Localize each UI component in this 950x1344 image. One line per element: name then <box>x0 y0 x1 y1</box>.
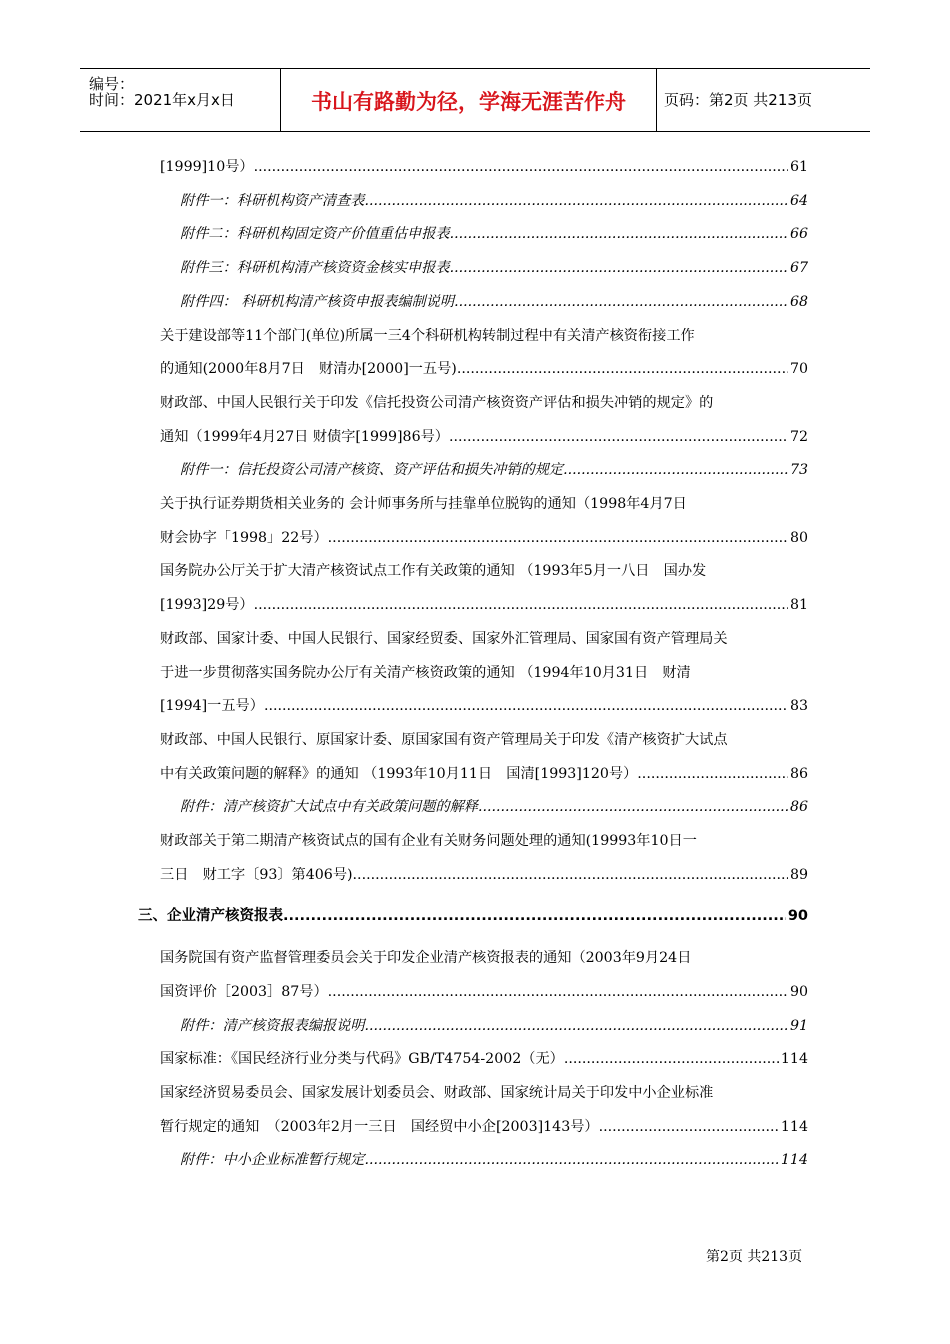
toc-page-number: 89 <box>789 866 808 883</box>
toc-dot-leader <box>563 455 788 485</box>
toc-entry-title: [1999]10号） <box>160 159 254 175</box>
toc-entry[interactable] <box>160 388 808 418</box>
document-number-label: 编号： <box>89 75 135 93</box>
toc-entry[interactable] <box>160 826 808 856</box>
toc-page-number: 114 <box>780 1152 808 1169</box>
toc-entry[interactable] <box>160 624 808 654</box>
toc-entry-title: 财政部、中国人民银行关于印发《信托投资公司清产核资资产评估和损失冲销的规定》的 <box>160 394 714 411</box>
toc-entry[interactable] <box>160 860 808 890</box>
toc-page-number: 61 <box>789 159 808 175</box>
toc-entry-title: 国家经济贸易委员会、国家发展计划委员会、财政部、国家统计局关于印发中小企业标准 <box>160 1084 714 1101</box>
toc-entry[interactable] <box>160 691 808 721</box>
toc-entry[interactable] <box>160 152 808 182</box>
toc-entry-title: 财政部、国家计委、中国人民银行、国家经贸委、国家外汇管理局、国家国有资产管理局关 <box>160 630 728 647</box>
toc-page-number: 81 <box>789 597 808 614</box>
toc-entry-title: 附件四： 科研机构清产核资申报表编制说明 <box>180 293 455 310</box>
toc-dot-leader <box>564 1044 779 1074</box>
toc-dot-leader <box>364 1145 778 1175</box>
toc-entry-title: 于进一步贯彻落实国务院办公厅有关清产核资政策的通知 （1994年10月31日 财清 <box>160 664 691 681</box>
toc-attachment-entry[interactable] <box>180 1145 808 1175</box>
page-footer-number: 第2页 共213页 <box>706 1249 803 1265</box>
header-page-number: 页码：第2页 共213页 <box>664 91 812 109</box>
toc-entry-title: 关于执行证券期货相关业务的 会计师事务所与挂靠单位脱钩的通知（1998年4月7日 <box>160 496 687 512</box>
toc-page-number: 91 <box>789 1017 808 1034</box>
toc-entry-title: [1994]一五号） <box>160 698 264 715</box>
document-time-label: 时间：2021年x月x日 <box>89 91 235 109</box>
toc-attachment-entry[interactable] <box>180 287 808 317</box>
toc-entry-title: 附件：清产核资扩大试点中有关政策问题的解释 <box>180 799 478 816</box>
toc-entry-title: 通知（1999年4月27日 财债字[1999]86号） <box>160 428 449 445</box>
header-motto: 书山有路勤为径，学海无涯苦作舟 <box>311 90 626 114</box>
toc-dot-leader <box>364 1011 787 1041</box>
toc-dot-leader <box>328 523 788 553</box>
toc-page-number: 66 <box>789 226 808 243</box>
toc-attachment-entry[interactable] <box>180 253 808 283</box>
toc-entry-title: 国资评价［2003］87号） <box>160 983 328 1000</box>
toc-page-number: 68 <box>789 293 808 310</box>
toc-page-number: 80 <box>789 529 808 546</box>
toc-dot-leader <box>450 219 788 249</box>
toc-page-number: 73 <box>789 462 808 479</box>
toc-entry-title: 附件一：科研机构资产清查表 <box>180 192 365 209</box>
toc-page-number: 90 <box>789 983 808 1000</box>
toc-dot-leader <box>450 253 788 283</box>
toc-entry-title: [1993]29号） <box>160 597 254 614</box>
toc-entry-title: 财会协字「1998」22号） <box>160 529 328 546</box>
toc-dot-leader <box>264 691 788 721</box>
toc-dot-leader <box>637 759 788 789</box>
toc-entry-title: 三、企业清产核资报表 <box>138 908 283 925</box>
toc-attachment-entry[interactable] <box>180 455 808 485</box>
toc-entry[interactable] <box>160 590 808 620</box>
toc-entry[interactable] <box>160 1044 808 1074</box>
toc-page-number: 114 <box>780 1051 808 1068</box>
toc-page-number: 86 <box>789 765 808 782</box>
toc-entry-title: 关于建设部等11个部门(单位)所属一三4个科研机构转制过程中有关清产核资衔接工作 <box>160 327 695 344</box>
toc-section-heading[interactable] <box>138 901 808 931</box>
toc-attachment-entry[interactable] <box>180 186 808 216</box>
toc-entry[interactable] <box>160 1078 808 1108</box>
toc-entry-title: 附件：中小企业标准暂行规定 <box>180 1152 365 1169</box>
toc-page-number: 70 <box>789 361 808 378</box>
header-page-cell <box>656 69 870 131</box>
toc-entry[interactable] <box>160 943 808 973</box>
toc-entry-title: 暂行规定的通知 （2003年2月一三日 国经贸中小企[2003]143号） <box>160 1118 599 1135</box>
toc-attachment-entry[interactable] <box>180 792 808 822</box>
toc-dot-leader <box>328 977 788 1007</box>
toc-dot-leader <box>283 901 786 931</box>
toc-entry-title: 财政部、中国人民银行、原国家计委、原国家国有资产管理局关于印发《清产核资扩大试点 <box>160 731 728 748</box>
toc-entry-title: 财政部关于第二期清产核资试点的国有企业有关财务问题处理的通知(19993年10日一 <box>160 833 697 849</box>
toc-page-number: 72 <box>789 428 808 445</box>
toc-entry-title: 国务院国有资产监督管理委员会关于印发企业清产核资报表的通知（2003年9月24日 <box>160 950 692 967</box>
toc-entry-title: 附件：清产核资报表编报说明 <box>180 1017 365 1034</box>
toc-entry[interactable] <box>160 1112 808 1142</box>
toc-entry-title: 国务院办公厅关于扩大清产核资试点工作有关政策的通知 （1993年5月一八日 国办发 <box>160 563 707 580</box>
toc-entry-title: 国家标准：《国民经济行业分类与代码》GB/T4754-2002（无） <box>160 1051 564 1068</box>
toc-page-number: 114 <box>780 1118 808 1135</box>
toc-dot-leader <box>353 860 788 890</box>
header-meta <box>80 69 280 131</box>
toc-entry[interactable] <box>160 321 808 351</box>
toc-entry[interactable] <box>160 523 808 553</box>
toc-dot-leader <box>449 422 788 452</box>
toc-entry-title: 中有关政策问题的解释》的通知 （1993年10月11日 国清[1993]120号） <box>160 765 638 782</box>
toc-page-number: 64 <box>789 192 808 209</box>
toc-attachment-entry[interactable] <box>180 1011 808 1041</box>
toc-entry-title: 三日 财工字〔93〕第406号) <box>160 866 353 883</box>
toc-dot-leader <box>254 152 788 182</box>
toc-entry-title: 附件二：科研机构固定资产价值重估申报表 <box>180 226 450 243</box>
toc-dot-leader <box>599 1112 779 1142</box>
toc-entry[interactable] <box>160 658 808 688</box>
toc-page-number: 67 <box>789 260 808 277</box>
toc-entry[interactable] <box>160 422 808 452</box>
toc-entry[interactable] <box>160 556 808 586</box>
toc-attachment-entry[interactable] <box>180 219 808 249</box>
toc-entry[interactable] <box>160 759 808 789</box>
toc-page-number: 83 <box>789 698 808 715</box>
toc-dot-leader <box>457 354 788 384</box>
toc-entry-title: 附件一：信托投资公司清产核资、资产评估和损失冲销的规定 <box>180 462 564 479</box>
toc-entry-title: 附件三：科研机构清产核资资金核实申报表 <box>180 260 450 277</box>
header-motto-cell <box>280 69 657 131</box>
toc-entry[interactable] <box>160 725 808 755</box>
toc-entry[interactable] <box>160 977 808 1007</box>
toc-dot-leader <box>478 792 788 822</box>
toc-entry[interactable] <box>160 354 808 384</box>
page-header <box>80 68 870 132</box>
toc-dot-leader <box>364 186 787 216</box>
toc-dot-leader <box>254 590 788 620</box>
toc-entry[interactable] <box>160 489 808 519</box>
toc-page-number: 86 <box>789 799 808 816</box>
toc-page-number: 90 <box>787 908 808 925</box>
toc-dot-leader <box>454 287 788 317</box>
toc-entry-title: 的通知(2000年8月7日 财清办[2000]一五号) <box>160 361 457 378</box>
